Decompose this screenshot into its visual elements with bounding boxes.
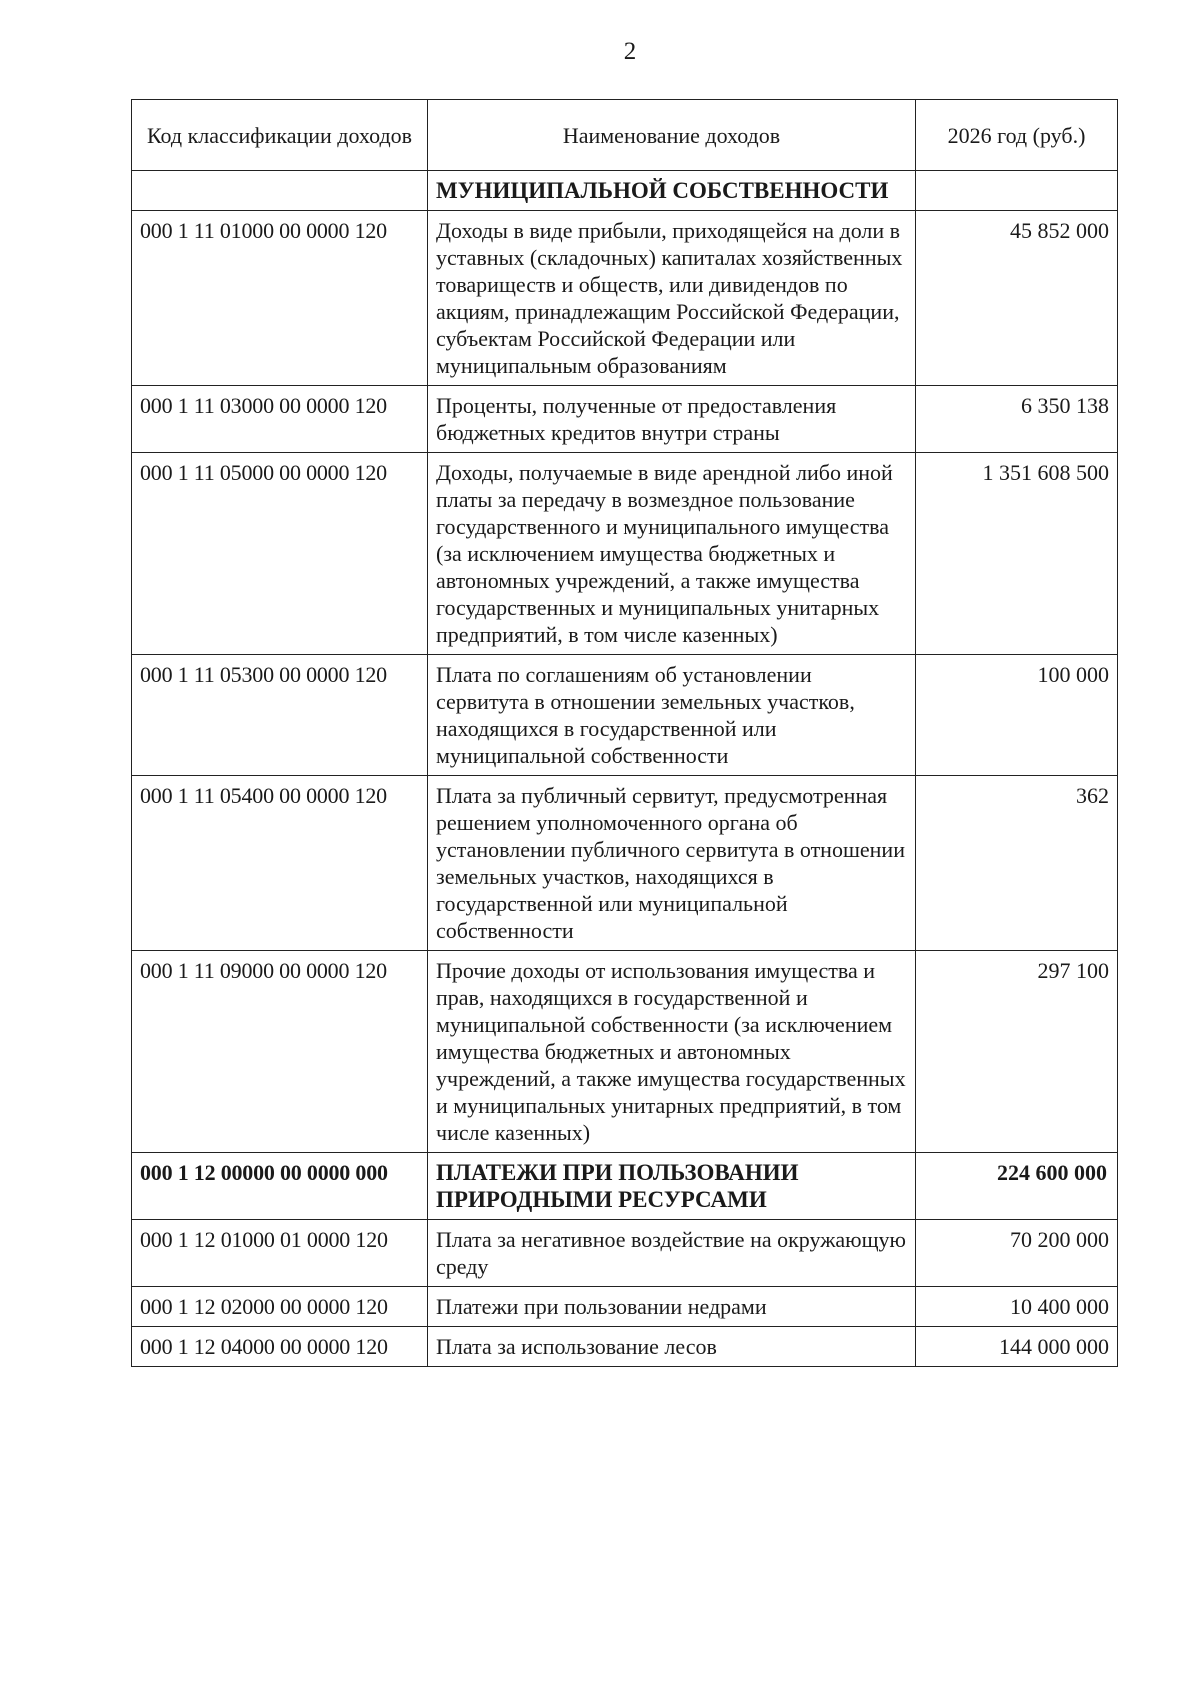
cell-code: 000 1 12 02000 00 0000 120 [132,1287,428,1327]
cell-code: 000 1 11 03000 00 0000 120 [132,386,428,453]
cell-name: Платежи при пользовании недрами [428,1287,916,1327]
cell-amount: 10 400 000 [916,1287,1118,1327]
cell-amount [916,171,1118,211]
cell-amount: 6 350 138 [916,386,1118,453]
revenue-table [131,99,1118,1367]
cell-amount: 1 351 608 500 [916,453,1118,655]
cell-name: Плата за публичный сервитут, предусмотренная решением уполномоченного органа об установлении публичного сервитута в отношении земельных участков, находящихся в государственной или муниципальной собственности [428,776,916,951]
cell-name: Доходы в виде прибыли, приходящейся на доли в уставных (складочных) капиталах хозяйственных товариществ и обществ, или дивидендов по акциям, принадлежащим Российской Федерации, субъектам Российской Федерации или муниципальным образованиям [428,211,916,386]
cell-amount: 45 852 000 [916,211,1118,386]
cell-amount: 144 000 000 [916,1327,1118,1367]
cell-code: 000 1 11 01000 00 0000 120 [132,211,428,386]
cell-code [132,171,428,211]
table-row [132,776,1118,951]
cell-name: Плата за использование лесов [428,1327,916,1367]
table-row [132,1287,1118,1327]
cell-name: Плата по соглашениям об установлении сервитута в отношении земельных участков, находящихся в государственной или муниципальной собственности [428,655,916,776]
cell-amount: 70 200 000 [916,1220,1118,1287]
table-row [132,211,1118,386]
cell-name: Плата за негативное воздействие на окружающую среду [428,1220,916,1287]
table-row [132,1153,1118,1220]
cell-name: Прочие доходы от использования имущества и прав, находящихся в государственной и муниципальной собственности (за исключением имущества бюджетных и автономных учреждений, а также имущества государственных и муниципальных унитарных предприятий, в том числе казенных) [428,951,916,1153]
page-number: 2 [623,38,637,65]
cell-amount: 224 600 000 [916,1153,1118,1220]
table-header-row [132,100,1118,171]
cell-name: Доходы, получаемые в виде арендной либо иной платы за передачу в возмездное пользование государственного и муниципального имущества (за исключением имущества бюджетных и автономных учреждений, а также имущества государственных и муниципальных унитарных предприятий, в том числе казенных) [428,453,916,655]
cell-code: 000 1 11 05300 00 0000 120 [132,655,428,776]
cell-code: 000 1 12 04000 00 0000 120 [132,1327,428,1367]
table-row [132,386,1118,453]
table-row [132,1327,1118,1367]
table-row [132,171,1118,211]
table-row [132,951,1118,1153]
table-row [132,1220,1118,1287]
cell-code: 000 1 12 01000 01 0000 120 [132,1220,428,1287]
cell-code: 000 1 11 05000 00 0000 120 [132,453,428,655]
table-row [132,655,1118,776]
header-code: Код классификации доходов [132,100,428,171]
table-row [132,453,1118,655]
cell-name: МУНИЦИПАЛЬНОЙ СОБСТВЕННОСТИ [428,171,916,211]
table-body [132,171,1118,1367]
cell-code: 000 1 11 05400 00 0000 120 [132,776,428,951]
cell-name: Проценты, полученные от предоставления бюджетных кредитов внутри страны [428,386,916,453]
cell-amount: 297 100 [916,951,1118,1153]
header-name: Наименование доходов [428,100,916,171]
cell-name: ПЛАТЕЖИ ПРИ ПОЛЬЗОВАНИИ ПРИРОДНЫМИ РЕСУРСАМИ [428,1153,916,1220]
cell-code: 000 1 11 09000 00 0000 120 [132,951,428,1153]
cell-amount: 100 000 [916,655,1118,776]
cell-code: 000 1 12 00000 00 0000 000 [132,1153,428,1220]
cell-amount: 362 [916,776,1118,951]
header-amount: 2026 год (руб.) [916,100,1118,171]
